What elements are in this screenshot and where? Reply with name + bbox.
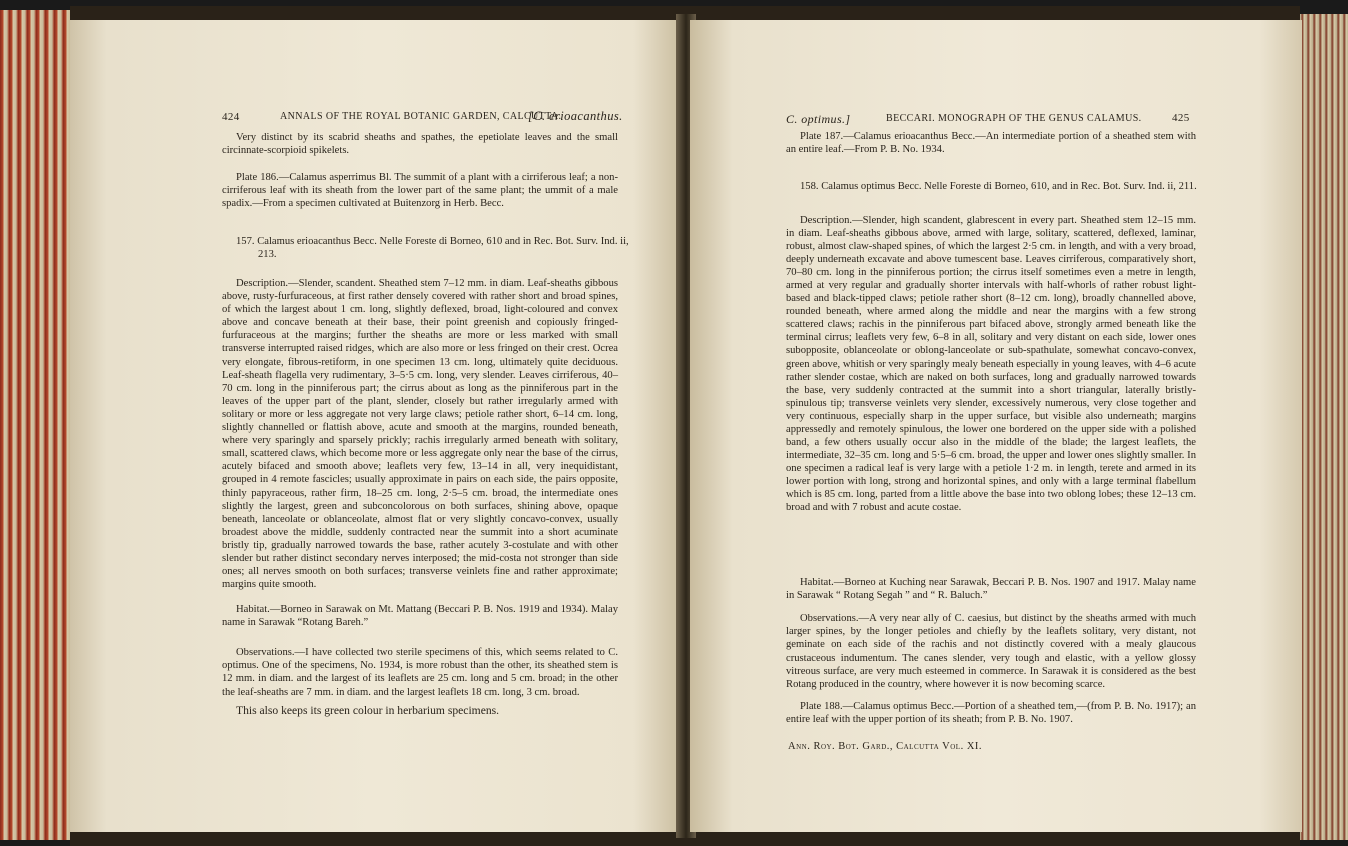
species-158-habitat: Habitat.—Borneo at Kuching near Sarawak, Beccari P. B. Nos. 1907 and 1917. Malay name in Sarawak “ Rotang Segah ” and “ R. Baluch.” [786, 577, 1196, 602]
page-edges-left [0, 10, 74, 840]
left-page [70, 20, 682, 832]
plate-188-caption: Plate 188.—Calamus optimus Becc.—Portion of a sheathed tem,—(from P. B. No. 1917); an entire leaf with the upper portion of its sheath; from P. B. No. 1907. [786, 701, 1196, 726]
right-running-head: BECCARI. MONOGRAPH OF THE GENUS CALAMUS. [886, 113, 1142, 124]
right-page [690, 20, 1302, 832]
species-158-heading: 158. Calamus optimus Becc. Nelle Foreste di Borneo, 610, and in Rec. Bot. Surv. Ind. ii, 211. [800, 181, 1197, 192]
left-page-number: 424 [222, 111, 240, 123]
right-page-number: 425 [1172, 112, 1190, 124]
right-footer: Ann. Roy. Bot. Gard., Calcutta Vol. XI. [788, 741, 983, 752]
species-157-description: Description.—Slender, scandent. Sheathed stem 7–12 mm. in diam. Leaf-sheaths gibbous above, rusty-furfuraceous, at first rather densely covered with rather short and broad spines, of which the largest about 1 cm. long, slightly deflexed, broad, light-coloured and convex above and concave beneath at their base, their point greenish and copiously fringed-furfuraceous at the margins; further the sheaths are more or less marked with small transverse interrupted raised ridges, which are also more or less fringed on their crest. Ocrea very elongate, fibrous-retiform, in one specimen 13 cm. long, ultimately quite deciduous. Leaf-sheath flagella very rudimentary, 3–5·5 cm. long, very slender. Leaves cirriferous, 40–70 cm. long in the pinniferous part; the cirrus about as long as the pinniferous part in the leaves of the upper part of the plant, slender, closely but rather irregularly armed with solitary or more or less aggregate not very large claws; petiole rather short, 6–14 cm. long, slightly channelled or flattish above, acute and smooth at the margins, rounded beneath, where very sparingly and sparsely prickly; rachis irregularly armed beneath with solitary, small, scattered claws, which become more or less aggregate only near the base of the cirrus, acutely bifaced and smooth above; leaflets very few, 13–14 in all, very inequidistant, grouped in 4 remote fascicles; usually approximate in pairs on each side, the pairs opposite, thinly papyraceous, rather firm, 18–25 cm. long, 2·5–5 cm. broad, the intermediate ones slightly the largest, green and subconcolorous on both surfaces, shining above, opaque beneath, lanceolate or oblanceolate, almost flat or very slightly concavo-convex, usually broadest above the middle, suddenly contracted near the summit into a short acuminate bristly tip, gradually narrowed towards the base, rather acutely 3-costulate and with other slender but rather distinct secondary nerves interposed; the mid-costa not stronger than side ones; all nerves smooth on both surfaces; transverse veinlets fine and rather approximate; margins quite smooth. [222, 278, 618, 591]
species-158-observations: Observations.—A very near ally of C. caesius, but distinct by the sheaths armed with much larger spines, by the longer petioles and chiefly by the leaflets solitary, very distant, not geminate on each side of the rachis and not distinctly covered with a mealy glaucous crustaceous indumentum. The canes slender, very tough and elastic, with a yellow glossy vitreous surface, are very much esteemed in commerce. In Sarawak it is considered as the best Rotang produced in the country, where however it is now becoming scarce. [786, 613, 1196, 691]
plate-186-caption: Plate 186.—Calamus asperrimus Bl. The summit of a plant with a cirriferous leaf; a non-cirriferous leaf with its sheath from the lower part of the same plant; the ummit of a male spadix.—From a specimen cultivated at Buitenzorg in Herb. Becc. [222, 172, 618, 210]
left-running-species: [C. erioacanthus. [528, 109, 623, 123]
left-last-line: This also keeps its green colour in herbarium specimens. [236, 704, 500, 717]
species-157-habitat: Habitat.—Borneo in Sarawak on Mt. Mattang (Beccari P. B. Nos. 1919 and 1934). Malay name in Sarawak “Rotang Bareh.” [222, 604, 618, 629]
species-157-heading: 157. Calamus erioacanthus Becc. Nelle Foreste di Borneo, 610 and in Rec. Bot. Surv. Ind. ii, 213. [236, 236, 629, 261]
species-158-description: Description.—Slender, high scandent, glabrescent in every part. Sheathed stem 12–15 mm. in diam. Leaf-sheaths gibbous above, armed with large, solitary, scattered, deflexed, laminar, robust, almost claw-shaped spines, of which the largest 2·5 cm. in length, and with a very broad, deeply underneath excavate and above tumescent base. Leaves cirriferous, comparatively short, 70–80 cm. long in the pinniferous portion; the cirrus itself sometimes even a metre in length, armed at very regular and gradually shorter intervals with half-whorls of rather robust light-based and black-tipped claws; petiole rather short (8–12 cm. long), broadly channelled above, rounded beneath, where armed along the middle and near the margins with a few strong scattered claws; rachis in the pinniferous part bifaced above, strongly armed beneath like the terminal cirrus; leaflets very few, 6–8 in all, solitary and very distant on each side, lower ones subopposite, oblanceolate or oblong-lanceolate or sub-spathulate, somewhat concavo-convex, green above, whitish or very sparingly mealy beneath especially in young leaves, with 4–6 acute rather slender costae, which are naked on both surfaces, long and gradually narrowed towards the base, very suddenly contracted at the summit into a short triangular, laterally bristly-spinulous tip; transverse veinlets very slender, excessively numerous, very close together and very continuous, especially sharp in the upper surface, but visible also underneath; margins appressedly and remotely spinulous, the lower one bordered on the upper side with a polished band, a few others usually occur also in the middle of the blade; the largest leaflets, the intermediate, 32–35 cm. long and 5·5–6 cm. broad, the upper and lower ones slightly smaller. In one specimen a radical leaf is very large with a petiole 1·2 m. in length, terete and armed in its lower portion with long, strong and horizontal spines, and only with a large terminal flabellum which is 85 cm. long, parted from a little above the base into two oblong lobes; these 12–13 cm. broad and with 7 robust and acute costae. [786, 215, 1196, 514]
left-paragraph-1: Very distinct by its scabrid sheaths and spathes, the epetiolate leaves and the small circinnate-scorpioid spikelets. [222, 132, 618, 157]
right-running-species: C. optimus.] [786, 112, 851, 126]
plate-187-caption: Plate 187.—Calamus erioacanthus Becc.—An intermediate portion of a sheathed stem with an entire leaf.—From P. B. No. 1934. [786, 131, 1196, 156]
species-157-observations: Observations.—I have collected two sterile specimens of this, which seems related to C. optimus. One of the specimens, No. 1934, is more robust than the other, its sheathed stem is 12 mm. in diam. and the largest of its leaflets are 25 cm. long and 5 cm. broad; in the other the leaf-sheaths are 7 mm. in diam. and the largest leaflets 18 cm. long, 3 cm. broad. [222, 647, 618, 698]
page-edges-right [1298, 14, 1348, 840]
left-running-head: ANNALS OF THE ROYAL BOTANIC GARDEN, CALCUTTA. [280, 111, 562, 122]
